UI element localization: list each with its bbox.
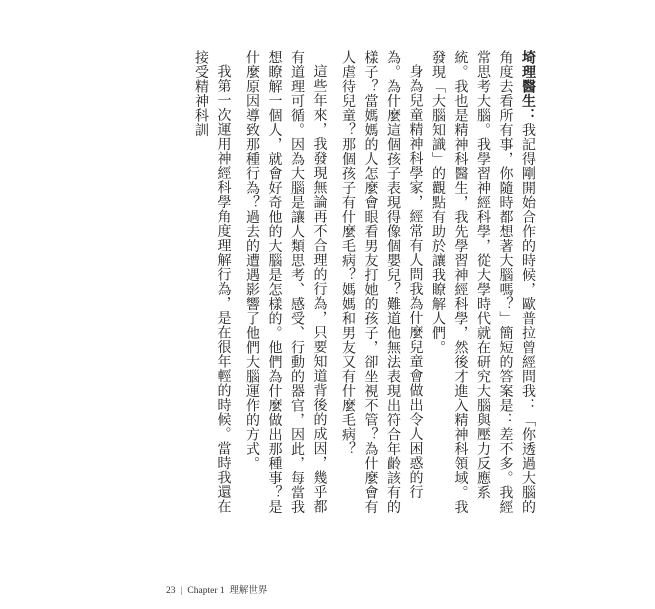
paragraph-2: 身為兒童精神科學家，經常有人問我為什麼兒童會做出令人困惑的行為。為什麼這個孩子表現得像個嬰兒？難道他無法表現出符合年齡該有的樣子？當媽媽的人怎麼會眼看男友打她的孩子，卻坐視不管？為什麼會有人虐待兒童？那個孩子有什麼毛病？媽媽和男友又有什麼毛病？: [340, 50, 424, 514]
paragraph-3: 這些年來，我發現無論再不合理的行為，只要知道背後的成因，幾乎都有道理可循。因為大腦是讓人類思考、感受、行動的器官，因此，每當我想瞭解一個人，就會好奇他的大腦是怎樣的。他們為什麼做出那種事？是什麼原因導致那種行為？過去的遭遇影響了他們大腦運作的方式。: [244, 50, 328, 514]
paragraph-4: 我第一次運用神經科學角度理解行為，是在很年輕的時候。當時我還在接受精神科訓: [193, 50, 232, 514]
paragraph-1-text: 我記得剛開始合作的時候，歐普拉曾經問我：「你透過大腦的角度去看所有事，你隨時都想著大腦嗎？」簡短的答案是：差不多。我經常思考大腦。我學習神經科學，從大學時代就在研究大腦與壓力反應系統。我也是精神科醫生，我先學習神經科學，然後才進入精神科領域。我發現「大腦知識」的觀點有助於讓我瞭解人們。: [430, 50, 536, 514]
speaker-label: 埼理醫生：: [520, 50, 536, 123]
vertical-text-body: [119, 50, 539, 520]
footer-separator: |: [180, 586, 183, 596]
chapter-title: 理解世界: [229, 586, 268, 596]
page-number: 23: [166, 586, 176, 596]
page-footer: [166, 582, 267, 596]
paragraph-1: [427, 50, 540, 520]
chapter-label: Chapter 1: [187, 586, 225, 596]
